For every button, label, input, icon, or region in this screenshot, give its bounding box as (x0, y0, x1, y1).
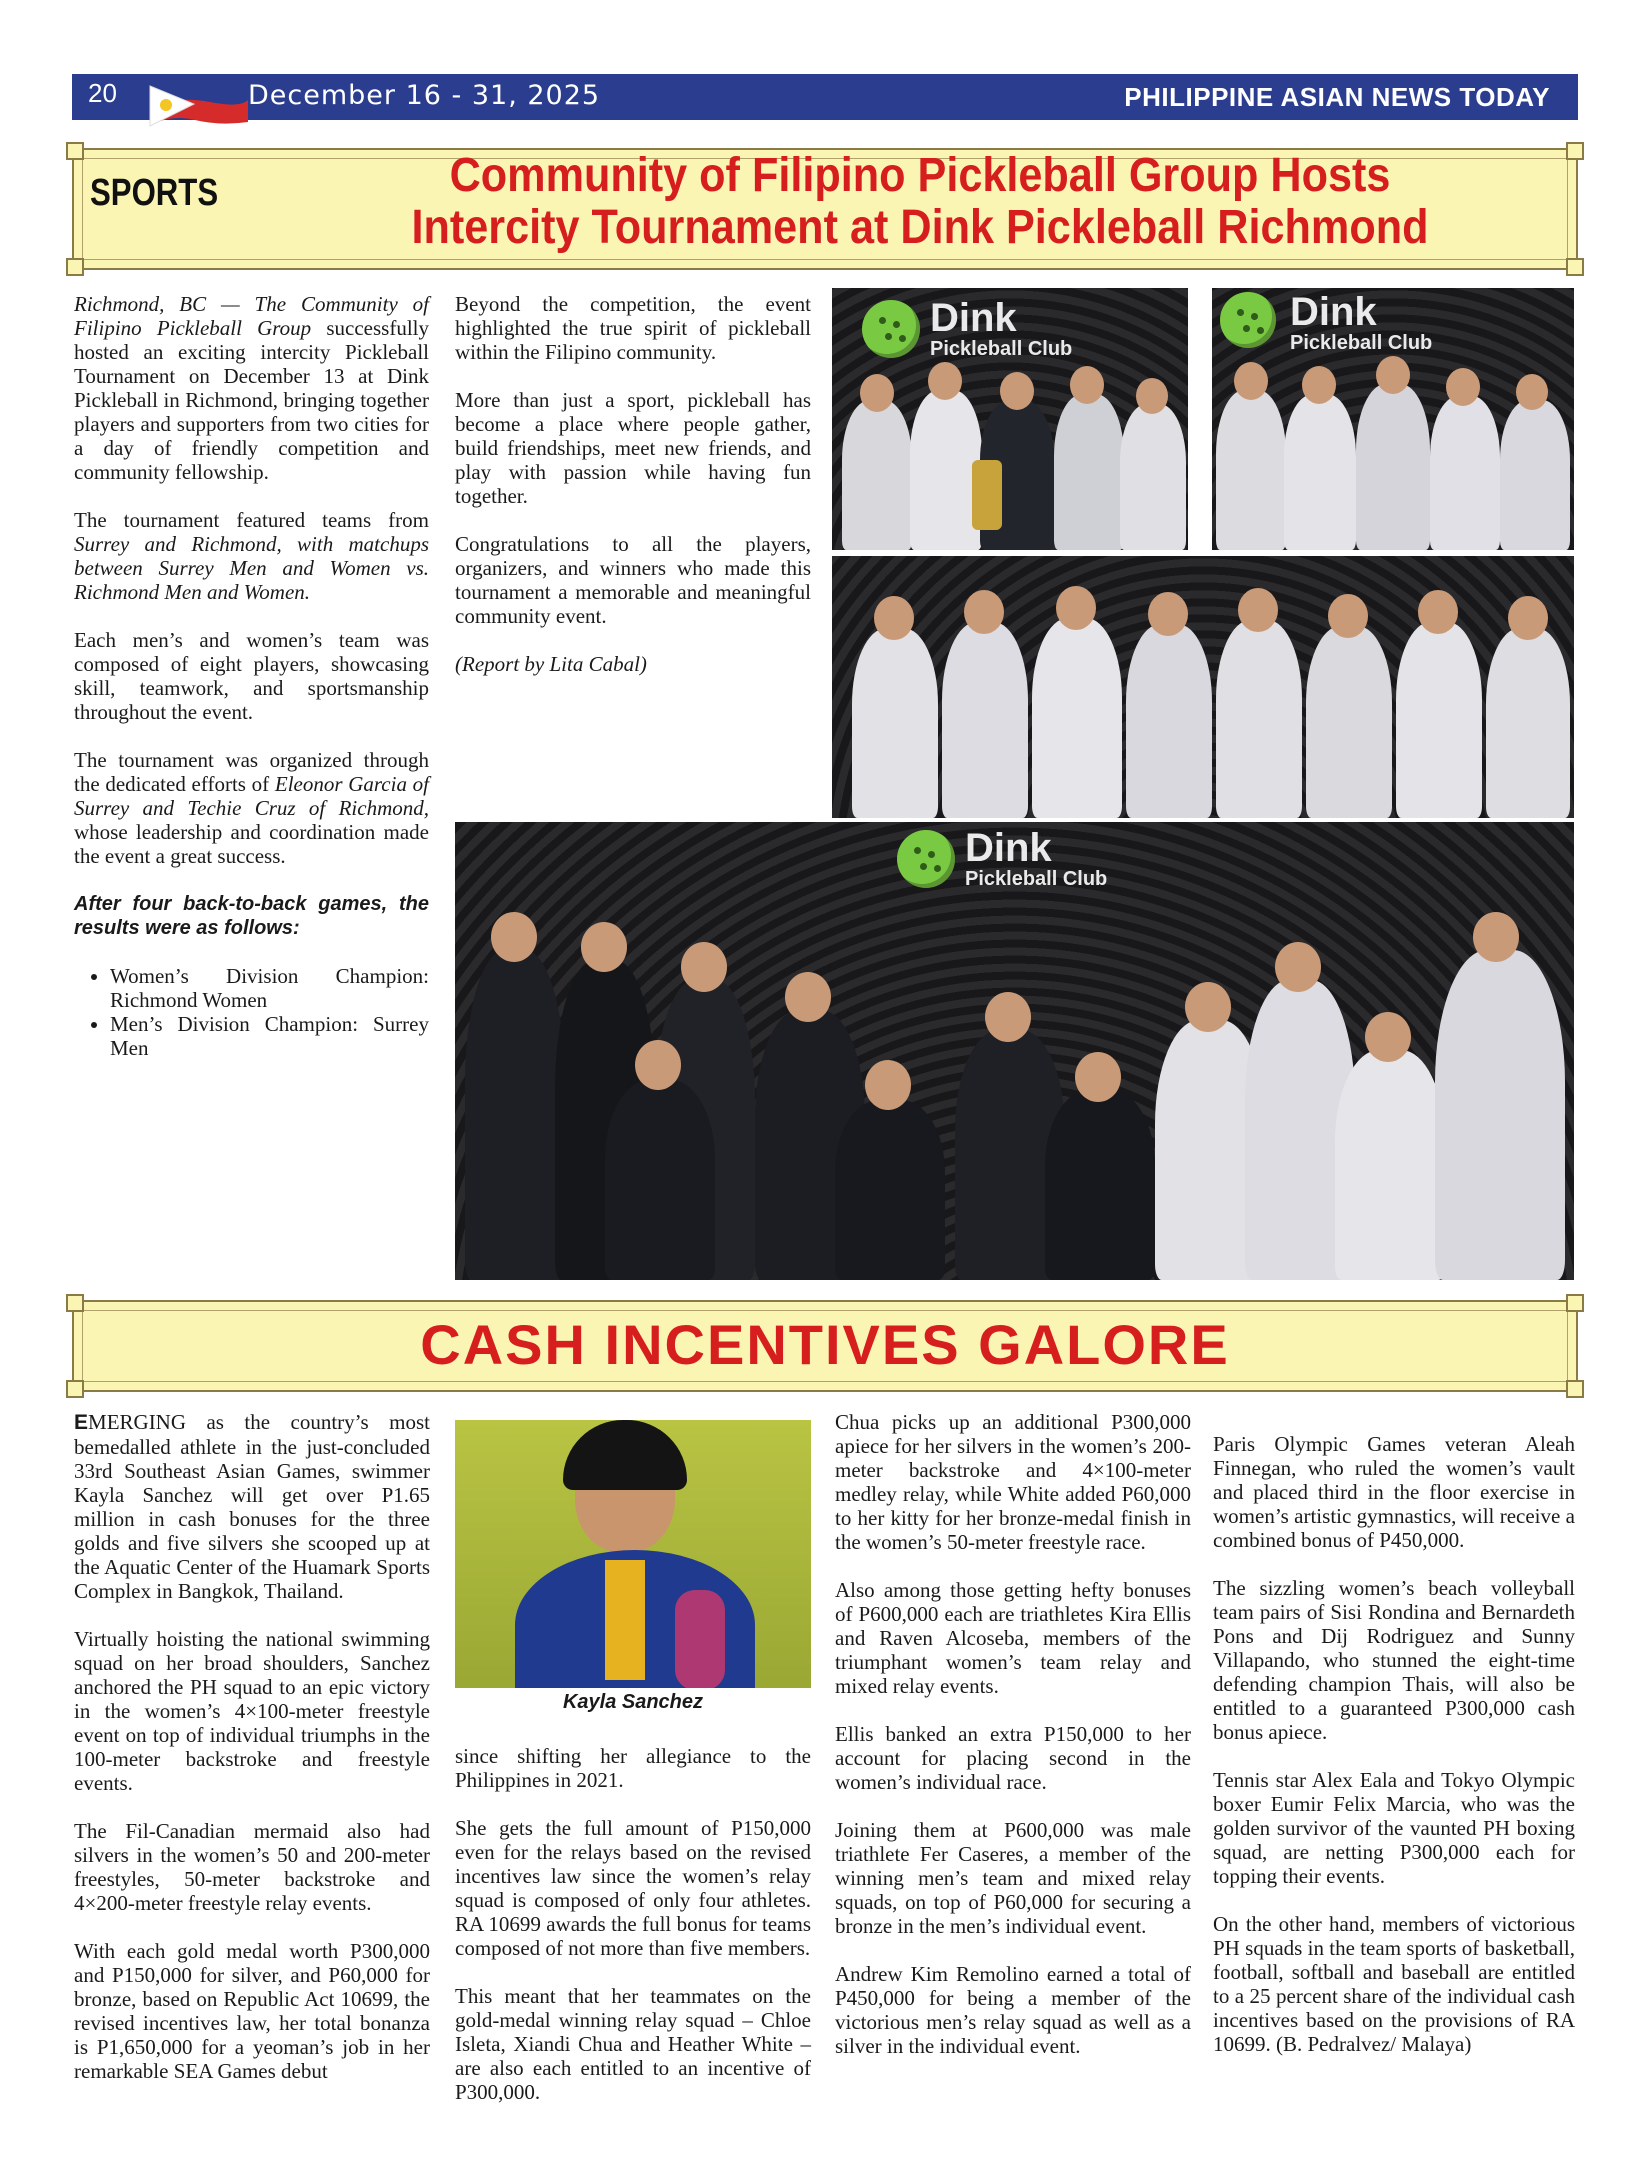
article2-column-4 (1213, 1432, 1575, 2080)
pickleball-icon (1220, 292, 1276, 348)
club-logo-subtext: Pickleball Club (1290, 332, 1433, 354)
headline-line-2: Intercity Tournament at Dink Pickleball Richmond (411, 201, 1429, 254)
article2-headline: CASH INCENTIVES GALORE (420, 1313, 1230, 1376)
club-logo-text: Dink (1290, 290, 1377, 334)
club-logo-subtext: Pickleball Club (965, 868, 1108, 890)
section-label: SPORTS (90, 172, 219, 214)
list-item: • Women’s Division Champion: Richmond Women (110, 964, 429, 1012)
paragraph: On the other hand, members of victorious PH squads in the team sports of basketball, football, softball and baseball are entitled to a 25 percent share of the individual cash incentives based on the provisions of RA 10699. (B. Pedralvez/ Malaya) (1213, 1912, 1575, 2056)
paragraph: Virtually hoisting the national swimming squad on her broad shoulders, Sanchez anchored the PH squad to an epic victory in the women’s 4×100-meter freestyle event on top of individual triumphs in the 100-meter backstroke and freestyle events. (74, 1627, 430, 1795)
article1-column-1 (74, 292, 429, 1060)
paragraph: She gets the full amount of P150,000 even for the relays based on the revised incentives law since the women’s relay squad is composed of only four athletes. RA 10699 awards the full bonus for teams composed of not more than five members. (455, 1816, 811, 1960)
paragraph: Richmond, BC — The Community of Filipino Pickleball Group successfully hosted an exciting intercity Pickleball Tournament on December 13 at Dink Pickleball in Richmond, bringing together players and supporters from two cities for a day of friendly competition and community fellowship. (74, 292, 429, 484)
photo-kayla-sanchez (455, 1420, 811, 1688)
paragraph: Ellis banked an extra P150,000 to her account for placing second in the women’s individual race. (835, 1722, 1191, 1794)
paragraph: The tournament was organized through the dedicated efforts of Eleonor Garcia of Surrey and Techie Cruz of Richmond, whose leadership and coordination made the event a great success. (74, 748, 429, 868)
article2-column-2 (455, 1744, 811, 2128)
article1-column-2 (455, 292, 811, 700)
paragraph: Also among those getting hefty bonuses of P600,000 each are triathletes Kira Ellis and Raven Alcoseba, members of the triumphant women’s team relay and mixed relay events. (835, 1578, 1191, 1698)
club-logo-text: Dink (930, 296, 1017, 340)
report-credit: (Report by Lita Cabal) (455, 652, 647, 676)
article2-column-3 (835, 1410, 1191, 2082)
paragraph: Chua picks up an additional P300,000 apiece for her silvers in the women’s 200-meter backstroke and 4×100-meter medley relay, while White added P60,000 to her kitty for her bronze-medal finish in the women’s 50-meter freestyle race. (835, 1410, 1191, 1554)
photo-women-team (832, 556, 1574, 818)
paragraph: Joining them at P600,000 was male triathlete Fer Caseres, a member of the winning men’s team and mixed relay squads, on top of P60,000 for securing a bronze in the men’s individual event. (835, 1818, 1191, 1938)
paragraph: With each gold medal worth P300,000 and P150,000 for silver, and P60,000 for bronze, based on Republic Act 10699, the revised incentives law, her total bonanza is P1,650,000 for a yeoman’s job in her remarkable SEA Games debut (74, 1939, 430, 2083)
paragraph: EMERGING as the country’s most bemedalled athlete in the just-concluded 33rd Southeast Asian Games, swimmer Kayla Sanchez will get over P1.65 million in cash bonuses for the three golds and five silvers she scooped up at the Aquatic Center of the Huamark Sports Complex in Bangkok, Thailand. (74, 1410, 430, 1603)
headline-line-1: Community of Filipino Pickleball Group Hosts (449, 149, 1391, 202)
paragraph: Each men’s and women’s team was composed of eight players, showcasing skill, teamwork, and sportsmanship throughout the event. (74, 628, 429, 724)
paragraph: Beyond the competition, the event highlighted the true spirit of pickleball within the Filipino community. (455, 292, 811, 364)
paragraph: Paris Olympic Games veteran Aleah Finnegan, who ruled the women’s vault and placed third in the floor exercise in women’s artistic gymnastics, will receive a combined bonus of P450,000. (1213, 1432, 1575, 1552)
paragraph: since shifting her allegiance to the Philippines in 2021. (455, 1744, 811, 1792)
page-number: 20 (88, 78, 117, 108)
photo-all-players (455, 822, 1574, 1280)
paragraph: The tournament featured teams from Surrey and Richmond, with matchups between Surrey Men and Women vs. Richmond Men and Women. (74, 508, 429, 604)
photo-trophy-group-1 (832, 288, 1188, 550)
photo-trophy-group-2 (1212, 288, 1574, 550)
paragraph: This meant that her teammates on the gold-medal winning relay squad – Chloe Isleta, Xiandi Chua and Heather White – are also each entitled to an incentive of P300,000. (455, 1984, 811, 2104)
paragraph: More than just a sport, pickleball has become a place where people gather, build friendships, meet new friends, and play with passion while having fun together. (455, 388, 811, 508)
results-intro: After four back-to-back games, the results were as follows: (74, 893, 429, 939)
photo-caption: Kayla Sanchez (562, 1691, 704, 1713)
paragraph: The Fil-Canadian mermaid also had silvers in the women’s 50 and 200-meter freestyles, 50-meter backstroke and 4×200-meter freestyle relay events. (74, 1819, 430, 1915)
pickleball-icon (862, 300, 920, 358)
article2-column-1 (74, 1410, 430, 2107)
club-logo-subtext: Pickleball Club (930, 338, 1073, 360)
paragraph: Tennis star Alex Eala and Tokyo Olympic boxer Eumir Felix Marcia, who was the golden survivor of the vaunted PH boxing squad, are netting P300,000 each for topping their events. (1213, 1768, 1575, 1888)
pickleball-icon (897, 830, 955, 888)
article-headline (362, 150, 1478, 254)
issue-date: December 16 - 31, 2025 (248, 80, 601, 111)
drop-cap: E (74, 1411, 89, 1434)
philippine-flag-icon (140, 66, 250, 130)
paragraph: Congratulations to all the players, organizers, and winners who made this tournament a memorable and meaningful community event. (455, 532, 811, 628)
paragraph: The sizzling women’s beach volleyball team pairs of Sisi Rondina and Bernardeth Pons and Dij Rodriguez and Sunny Villapando, who stunned the eight-time defending champion Thais, will also be entitled to a guaranteed P300,000 cash bonus apiece. (1213, 1576, 1575, 1744)
results-list (74, 964, 429, 1060)
publication-name: PHILIPPINE ASIAN NEWS TODAY (1124, 82, 1550, 112)
list-item: • Men’s Division Champion: Surrey Men (110, 1012, 429, 1060)
paragraph: Andrew Kim Remolino earned a total of P450,000 for being a member of the victorious men’s relay squad as well as a silver in the individual event. (835, 1962, 1191, 2058)
club-logo-text: Dink (965, 826, 1052, 870)
